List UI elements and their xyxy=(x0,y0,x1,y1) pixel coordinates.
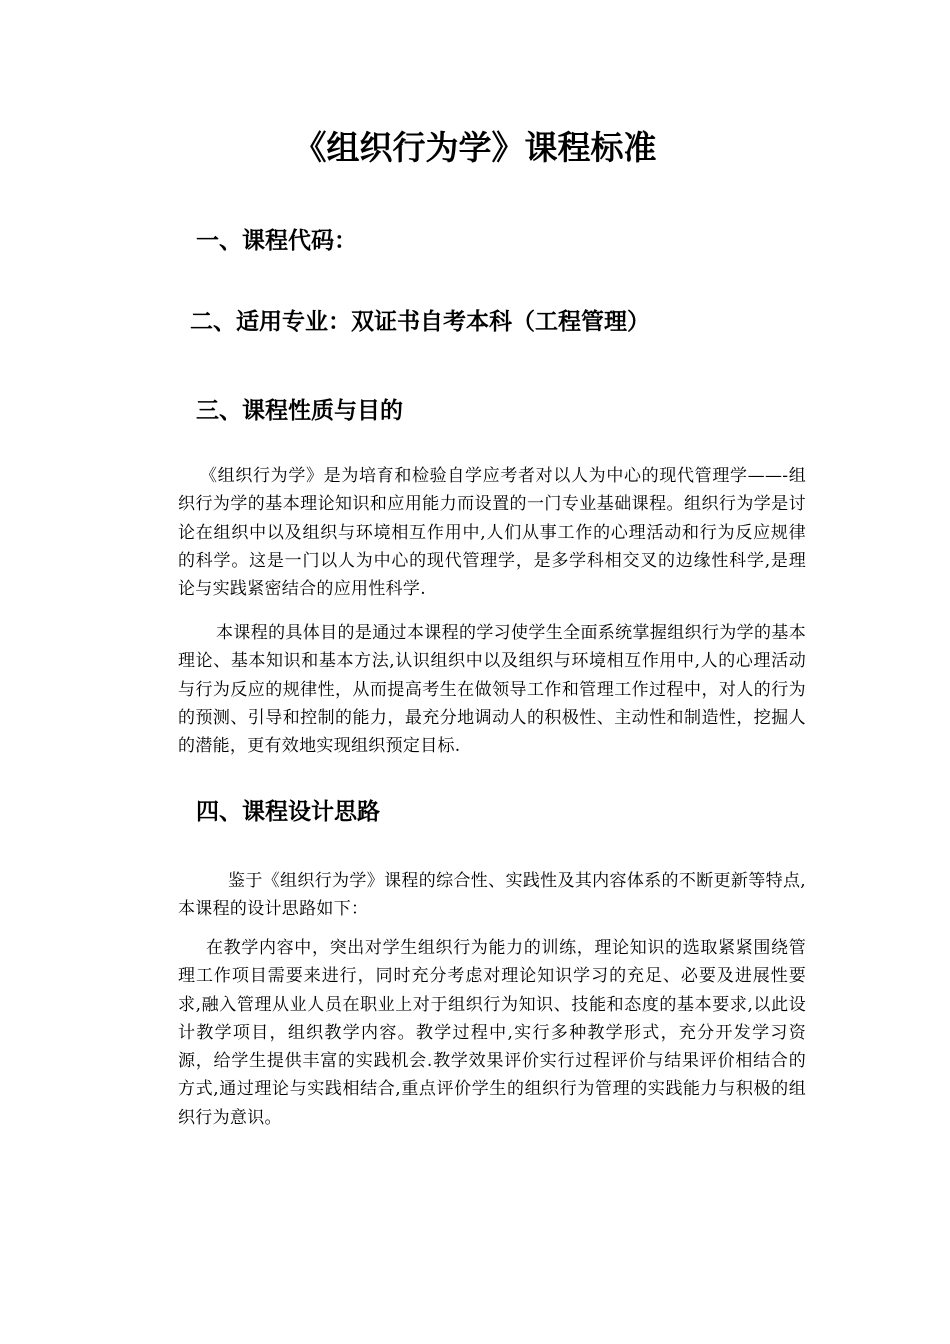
paragraph-design-content: 在教学内容中，突出对学生组织行为能力的训练，理论知识的选取紧紧围绕管理工作项目需要来进行，同时充分考虑对理论知识学习的充足、必要及进展性要求,融入管理从业人员在职业上对于组织行为知识、技能和态度的基本要求,以此设计教学项目，组织教学内容。教学过程中,实行多种教学形式，充分开发学习资源，给学生提供丰富的实践机会.教学效果评价实行过程评价与结果评价相结合的方式,通过理论与实践相结合,重点评价学生的组织行为管理的实践能力与积极的组织行为意识。 xyxy=(178,938,806,1128)
section-heading-course-code: 一、课程代码： xyxy=(196,228,357,254)
paragraph-design-intro: 鉴于《组织行为学》课程的综合性、实践性及其内容体系的不断更新等特点,本课程的设计思路如下： xyxy=(178,871,806,920)
paragraph-course-purpose: 本课程的具体目的是通过本课程的学习使学生全面系统掌握组织行为学的基本理论、基本知识和基本方法,认识组织中以及组织与环境相互作用中,人的心理活动与行为反应的规律性，从而提高考生在做领导工作和管理工作过程中，对人的行为的预测、引导和控制的能力，最充分地调动人的积极性、主动性和制造性，挖掘人的潜能，更有效地实现组织预定目标. xyxy=(178,623,806,757)
section-heading-design-approach: 四、课程设计思路 xyxy=(196,799,380,825)
document-title: 《组织行为学》课程标准 xyxy=(293,128,657,167)
section-heading-course-nature: 三、课程性质与目的 xyxy=(196,398,403,424)
section-heading-applicable-major: 二、适用专业：双证书自考本科（工程管理） xyxy=(190,309,650,335)
paragraph-course-nature: 《组织行为学》是为培育和检验自学应考者对以人为中心的现代管理学——-组织行为学的基本理论知识和应用能力而设置的一门专业基础课程。组织行为学是讨论在组织中以及组织与环境相互作用中,人们从事工作的心理活动和行为反应规律的科学。这是一门以人为中心的现代管理学，是多学科相交叉的边缘性科学,是理论与实践紧密结合的应用性科学. xyxy=(178,466,806,600)
